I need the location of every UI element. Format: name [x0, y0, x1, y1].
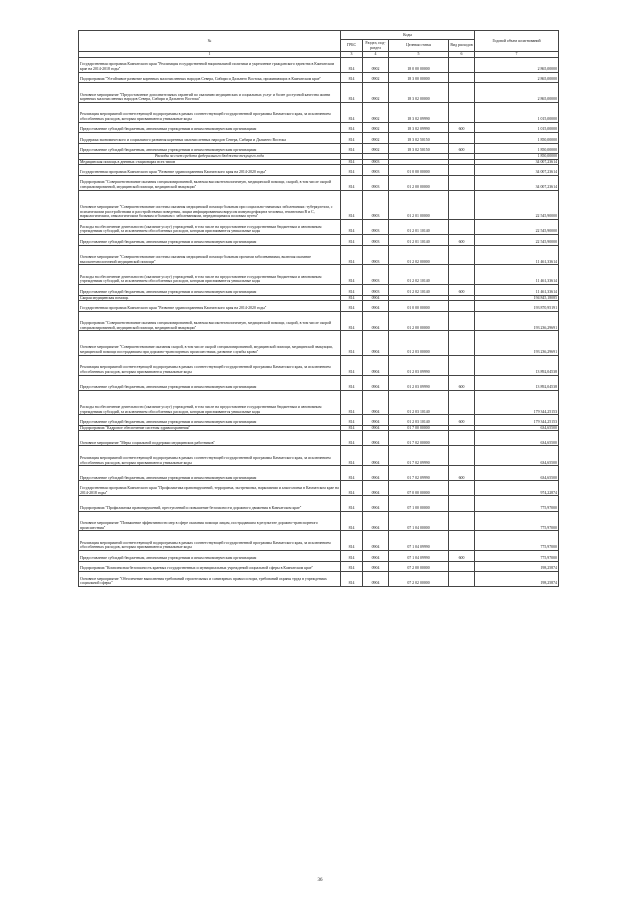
row-name-cell: Государственная программа Камчатского края "Развитие здравоохранения Камчатского края на 2014-2020 годы" — [79, 165, 341, 175]
row-sum-cell: 634,65500 — [475, 446, 559, 466]
row-expense-type-cell — [449, 446, 475, 466]
row-expense-type-cell — [449, 511, 475, 531]
row-razdel-cell: 0903 — [363, 265, 389, 285]
row-razdel-cell: 0902 — [363, 122, 389, 132]
row-name-cell: Реализация мероприятий соответствующей подпрограммы в рамках соответствующей государственной программы Камчатского края, за исключением обособленных расходов, которым присваиваются уникальные коды — [79, 102, 341, 122]
row-razdel-cell: 0904 — [363, 446, 389, 466]
row-grbs-cell: 814 — [341, 311, 363, 331]
header-num: № — [79, 31, 341, 52]
row-sum-cell: 34 007,23614 — [475, 165, 559, 175]
row-razdel-cell: 0904 — [363, 551, 389, 561]
table-row — [79, 561, 559, 571]
table-row — [79, 143, 559, 153]
row-sum-cell: 34 007,23614 — [475, 159, 559, 165]
table-row — [79, 165, 559, 175]
row-grbs-cell: 814 — [341, 57, 363, 72]
row-name-cell: Реализация мероприятий соответствующей подпрограммы в рамках соответствующей государственной программы Камчатского края, за исключением обособленных расходов, которым присваиваются уникальные коды — [79, 531, 341, 551]
row-expense-type-cell: 600 — [449, 285, 475, 295]
row-name-cell: Подпрограмма "Кадровое обеспечение системы здравоохранения" — [79, 425, 341, 431]
row-expense-type-cell: 600 — [449, 415, 475, 425]
table-row — [79, 122, 559, 132]
row-name-cell: Государственная программа Камчатского края "Профилактика правонарушений, терроризма, экстремизма, наркомании и алкоголизма в Камчатском крае на 2014-2018 годы" — [79, 481, 341, 496]
row-name-cell: Государственная программа Камчатского края "Развитие здравоохранения Камчатского края на 2014-2020 годы" — [79, 301, 341, 311]
row-razdel-cell: 0904 — [363, 311, 389, 331]
table-row — [79, 571, 559, 586]
row-target-cell: 18 3 02 09990 — [389, 122, 449, 132]
row-expense-type-cell — [449, 265, 475, 285]
row-razdel-cell: 0904 — [363, 431, 389, 446]
table-row — [79, 72, 559, 82]
row-target-cell: 01 2 03 09990 — [389, 355, 449, 375]
row-razdel-cell: 0904 — [363, 571, 389, 586]
row-razdel-cell: 0903 — [363, 245, 389, 265]
row-razdel-cell: 0904 — [363, 496, 389, 511]
row-target-cell: 01 2 02 10140 — [389, 265, 449, 285]
row-sum-cell: 634,65500 — [475, 431, 559, 446]
row-grbs-cell: 814 — [341, 301, 363, 311]
row-target-cell: 18 3 00 00000 — [389, 72, 449, 82]
row-name-cell: Расходы на обеспечение деятельности (оказание услуг) учреждений, в том числе на предоставление государственным бюджетным и автономным учреждениям субсидий, за исключением обособленных расходов, которым присваиваются уникальные коды — [79, 265, 341, 285]
header-celevaya: Целевая статья — [389, 40, 449, 52]
row-target-cell: 18 3 02 50150 — [389, 133, 449, 143]
row-grbs-cell: 814 — [341, 531, 363, 551]
row-grbs-cell: 814 — [341, 220, 363, 235]
row-target-cell: 18 3 02 09990 — [389, 102, 449, 122]
row-razdel-cell: 0902 — [363, 83, 389, 103]
row-name-cell: Основное мероприятие "Обеспечение выполнения требований строительных и санитарных правил и норм, требований охраны труда в учреждениях социальной сферы" — [79, 571, 341, 586]
table-row — [79, 57, 559, 72]
row-grbs-cell: 814 — [341, 265, 363, 285]
row-sum-cell: 11 461,33614 — [475, 245, 559, 265]
row-expense-type-cell — [449, 331, 475, 356]
row-sum-cell: 193 236,29691 — [475, 311, 559, 331]
row-grbs-cell: 814 — [341, 143, 363, 153]
row-target-cell: 01 7 02 00000 — [389, 431, 449, 446]
row-name-cell: Медицинская помощь в дневных стационарах всех типов — [79, 159, 341, 165]
row-expense-type-cell: 600 — [449, 551, 475, 561]
header-codes: Коды — [341, 31, 475, 40]
row-sum-cell: 13 892,04538 — [475, 355, 559, 375]
row-grbs-cell: 814 — [341, 571, 363, 586]
row-grbs-cell: 814 — [341, 133, 363, 143]
row-sum-cell: 2 865,00000 — [475, 72, 559, 82]
table-row — [79, 511, 559, 531]
index-cell: 7 — [475, 52, 559, 58]
table-row — [79, 531, 559, 551]
row-target-cell: 07 1 00 00000 — [389, 496, 449, 511]
row-razdel-cell: 0904 — [363, 561, 389, 571]
table-row — [79, 551, 559, 561]
row-grbs-cell: 814 — [341, 431, 363, 446]
row-name-cell: Предоставление субсидий бюджетным, автономным учреждениям и иным некоммерческим организациям — [79, 285, 341, 295]
row-expense-type-cell: 600 — [449, 122, 475, 132]
row-target-cell: 07 1 04 09990 — [389, 531, 449, 551]
row-name-cell: Основное мероприятие "Совершенствование системы оказания медицинской помощи больным при социально-значимых заболеваниях: туберкулезом, с психическими расстройствами и расстройствами поведения, лицам инфицированным вирусом иммунодефицита человека, гепатитами В и С, наркологическим, онкологическим больным и больным с заболеваниями, передающимися половым путем" — [79, 190, 341, 219]
row-name-cell: Расходы на обеспечение деятельности (оказание услуг) учреждений, в том числе на предоставление государственным бюджетным и автономным учреждениям субсидий, за исключением обособленных расходов, которым присваиваются уникальные коды — [79, 390, 341, 415]
row-sum-cell: 2 865,00000 — [475, 57, 559, 72]
row-name-cell: Основное мероприятие "Совершенствование оказания скорой, в том числе скорой специализированной, медицинской помощи, медицинской эвакуации, медицинской помощи пострадавшим при дорожно-транспортных происшествиях, развитие службы крови" — [79, 331, 341, 356]
table-row — [79, 496, 559, 511]
row-grbs-cell: 814 — [341, 175, 363, 190]
row-razdel-cell: 0902 — [363, 133, 389, 143]
row-name-cell: Основное мероприятие "Совершенствование системы оказания медицинской помощи больным прочими заболеваниями, включая оказание высокотехнологичной медицинской помощи" — [79, 245, 341, 265]
row-target-cell: 01 2 03 00000 — [389, 331, 449, 356]
row-sum-cell: 198,25874 — [475, 561, 559, 571]
row-grbs-cell: 814 — [341, 72, 363, 82]
row-name-cell: Скорая медицинская помощь — [79, 295, 341, 301]
row-target-cell: 01 0 00 00000 — [389, 301, 449, 311]
row-sum-cell: 1 850,00000 — [475, 133, 559, 143]
row-name-cell: Основное мероприятие "Меры социальной поддержки медицинских работников" — [79, 431, 341, 446]
row-expense-type-cell: 600 — [449, 143, 475, 153]
row-name-cell: Предоставление субсидий бюджетным, автономным учреждениям и иным некоммерческим организациям — [79, 415, 341, 425]
row-sum-cell: 1 015,00000 — [475, 122, 559, 132]
table-row — [79, 375, 559, 390]
table-row — [79, 301, 559, 311]
header-grbs: ГРБС — [341, 40, 363, 52]
row-razdel-cell: 0904 — [363, 466, 389, 481]
row-target-cell: 01 0 00 00000 — [389, 165, 449, 175]
row-sum-cell: 193 870,95191 — [475, 301, 559, 311]
row-razdel-cell: 0904 — [363, 531, 389, 551]
row-sum-cell: 13 892,04538 — [475, 375, 559, 390]
page-number: 36 — [317, 878, 323, 883]
table-row — [79, 245, 559, 265]
row-expense-type-cell: 600 — [449, 466, 475, 481]
row-expense-type-cell — [449, 390, 475, 415]
row-expense-type-cell — [449, 83, 475, 103]
budget-table — [78, 30, 559, 587]
row-razdel-cell: 0903 — [363, 285, 389, 295]
row-expense-type-cell — [449, 102, 475, 122]
row-name-cell: Поддержка экономического и социального развития коренных малочисленных народов Севера, Сибири и Дальнего Востока — [79, 133, 341, 143]
row-grbs-cell: 814 — [341, 496, 363, 511]
index-cell: 3 — [341, 52, 363, 58]
row-expense-type-cell — [449, 245, 475, 265]
row-sum-cell: 1 850,00000 — [475, 153, 559, 159]
row-sum-cell: 22 545,90000 — [475, 190, 559, 219]
table-row — [79, 133, 559, 143]
row-grbs-cell: 814 — [341, 561, 363, 571]
row-expense-type-cell — [449, 133, 475, 143]
row-name-cell: Подпрограмма "Совершенствование оказания специализированной, включая высокотехнологичную, медицинской помощи, скорой, в том числе скорой специализированной, медицинской помощи, медицинской эвакуации" — [79, 311, 341, 331]
row-sum-cell: 11 461,33614 — [475, 285, 559, 295]
row-sum-cell: 1 850,00000 — [475, 143, 559, 153]
header-vid: Вид расходов — [449, 40, 475, 52]
row-grbs-cell: 814 — [341, 83, 363, 103]
row-name-cell: Основное мероприятие "Предоставление дополнительных гарантий по оказанию медицинских и социальных услуг и более доступной качества жизни коренных малочисленных народов Севера, Сибири и Дальнего Востока" — [79, 83, 341, 103]
table-row — [79, 415, 559, 425]
row-target-cell: 18 3 02 50150 — [389, 143, 449, 153]
row-razdel-cell: 0904 — [363, 355, 389, 375]
row-grbs-cell: 814 — [341, 331, 363, 356]
row-target-cell: 07 1 04 09990 — [389, 551, 449, 561]
table-row — [79, 331, 559, 356]
index-cell: 5 — [389, 52, 449, 58]
row-name-cell: Расходы за счет средств федерального бюджета текущего года — [79, 153, 341, 159]
row-razdel-cell: 0904 — [363, 375, 389, 390]
row-sum-cell: 1 015,00000 — [475, 102, 559, 122]
row-expense-type-cell — [449, 531, 475, 551]
row-razdel-cell: 0902 — [363, 143, 389, 153]
row-expense-type-cell — [449, 190, 475, 219]
table-row — [79, 466, 559, 481]
table-row — [79, 220, 559, 235]
row-target-cell: 01 2 01 00000 — [389, 190, 449, 219]
table-row — [79, 83, 559, 103]
row-grbs-cell: 814 — [341, 235, 363, 245]
row-expense-type-cell — [449, 57, 475, 72]
row-razdel-cell: 0903 — [363, 235, 389, 245]
row-target-cell: 01 2 03 10140 — [389, 415, 449, 425]
table-row — [79, 235, 559, 245]
row-grbs-cell: 814 — [341, 481, 363, 496]
table-row — [79, 481, 559, 496]
table-body — [79, 57, 559, 586]
row-name-cell: Предоставление субсидий бюджетным, автономным учреждениям и иным некоммерческим организациям — [79, 466, 341, 481]
row-target-cell: 07 2 00 00000 — [389, 561, 449, 571]
row-razdel-cell: 0904 — [363, 301, 389, 311]
table-row — [79, 102, 559, 122]
row-target-cell: 18 0 00 00000 — [389, 57, 449, 72]
row-sum-cell: 194 845,18085 — [475, 295, 559, 301]
header-annual: Годовой объем ассигнований — [475, 31, 559, 52]
index-cell: 1 — [79, 52, 341, 58]
row-grbs-cell: 814 — [341, 355, 363, 375]
row-target-cell: 07 0 00 00000 — [389, 481, 449, 496]
row-razdel-cell: 0903 — [363, 220, 389, 235]
row-grbs-cell: 814 — [341, 446, 363, 466]
row-expense-type-cell — [449, 431, 475, 446]
table-row — [79, 265, 559, 285]
row-sum-cell: 179 344,25153 — [475, 390, 559, 415]
row-grbs-cell: 814 — [341, 390, 363, 415]
row-sum-cell: 22 545,90000 — [475, 235, 559, 245]
row-sum-cell: 775,97000 — [475, 511, 559, 531]
row-sum-cell: 775,97000 — [475, 531, 559, 551]
row-expense-type-cell — [449, 571, 475, 586]
row-name-cell: Государственная программа Камчатского края "Реализация государственной национальной политики и укрепление гражданского единства в Камчатском крае на 2014-2018 годы" — [79, 57, 341, 72]
row-target-cell: 18 3 02 00000 — [389, 83, 449, 103]
row-sum-cell: 34 007,23614 — [475, 175, 559, 190]
row-sum-cell: 179 344,25153 — [475, 415, 559, 425]
row-expense-type-cell — [449, 561, 475, 571]
row-name-cell: Основное мероприятие "Повышение эффективности мер в сфере оказания помощи лицам, пострадавшим в результате дорожно-транспортного происшествия" — [79, 511, 341, 531]
row-expense-type-cell — [449, 220, 475, 235]
row-name-cell: Реализация мероприятий соответствующей подпрограммы в рамках соответствующей государственной программы Камчатского края, за исключением обособленных расходов, которым присваиваются уникальные коды — [79, 446, 341, 466]
row-sum-cell: 198,25874 — [475, 571, 559, 586]
row-target-cell: 01 2 03 09990 — [389, 375, 449, 390]
row-expense-type-cell: 600 — [449, 235, 475, 245]
row-name-cell: Предоставление субсидий бюджетным, автономным учреждениям и иным некоммерческим организациям — [79, 235, 341, 245]
row-grbs-cell: 814 — [341, 415, 363, 425]
table-row — [79, 446, 559, 466]
row-target-cell: 01 2 03 10140 — [389, 390, 449, 415]
table-row — [79, 355, 559, 375]
row-expense-type-cell — [449, 355, 475, 375]
row-name-cell: Расходы на обеспечение деятельности (оказание услуг) учреждений, в том числе на предоставление государственным бюджетным и автономным учреждениям субсидий, за исключением обособленных расходов, которым присваиваются уникальные коды — [79, 220, 341, 235]
row-grbs-cell: 814 — [341, 122, 363, 132]
row-sum-cell: 634,65500 — [475, 425, 559, 431]
row-razdel-cell: 0903 — [363, 175, 389, 190]
row-sum-cell: 22 545,90000 — [475, 220, 559, 235]
row-target-cell: 01 2 02 00000 — [389, 245, 449, 265]
index-cell: 6 — [449, 52, 475, 58]
row-expense-type-cell — [449, 481, 475, 496]
row-sum-cell: 775,97000 — [475, 496, 559, 511]
row-expense-type-cell — [449, 165, 475, 175]
row-target-cell: 01 2 00 00000 — [389, 311, 449, 331]
row-target-cell: 07 2 02 00000 — [389, 571, 449, 586]
row-expense-type-cell — [449, 72, 475, 82]
row-grbs-cell: 814 — [341, 102, 363, 122]
row-grbs-cell: 814 — [341, 285, 363, 295]
row-razdel-cell: 0903 — [363, 165, 389, 175]
row-grbs-cell: 814 — [341, 165, 363, 175]
row-name-cell: Предоставление субсидий бюджетным, автономным учреждениям и иным некоммерческим организациям — [79, 375, 341, 390]
index-cell: 4 — [363, 52, 389, 58]
row-razdel-cell: 0903 — [363, 159, 389, 165]
row-name-cell: Реализация мероприятий соответствующей подпрограммы в рамках соответствующей государственной программы Камчатского края, за исключением обособленных расходов, которым присваиваются уникальные коды — [79, 355, 341, 375]
row-sum-cell: 974,22874 — [475, 481, 559, 496]
row-grbs-cell: 814 — [341, 295, 363, 301]
row-grbs-cell: 814 — [341, 466, 363, 481]
row-grbs-cell: 814 — [341, 245, 363, 265]
row-razdel-cell: 0903 — [363, 190, 389, 219]
table-row — [79, 285, 559, 295]
budget-sheet — [78, 30, 558, 587]
row-sum-cell: 11 461,33614 — [475, 265, 559, 285]
row-sum-cell: 775,97000 — [475, 551, 559, 561]
row-name-cell: Подпрограмма "Устойчивое развитие коренных малочисленных народов Севера, Сибири и Дальнего Востока, проживающих в Камчатском крае" — [79, 72, 341, 82]
row-target-cell: 07 1 04 00000 — [389, 511, 449, 531]
header-razdel: Раздел, под-раздел — [363, 40, 389, 52]
row-target-cell: 01 7 00 00000 — [389, 425, 449, 431]
row-grbs-cell: 814 — [341, 375, 363, 390]
row-razdel-cell: 0904 — [363, 295, 389, 301]
row-sum-cell: 634,65500 — [475, 466, 559, 481]
row-target-cell: 01 7 02 09990 — [389, 466, 449, 481]
row-razdel-cell: 0904 — [363, 425, 389, 431]
row-razdel-cell: 0904 — [363, 415, 389, 425]
row-expense-type-cell — [449, 311, 475, 331]
row-expense-type-cell: 600 — [449, 375, 475, 390]
row-sum-cell: 193 236,29691 — [475, 331, 559, 356]
row-target-cell: 01 7 02 09990 — [389, 446, 449, 466]
row-expense-type-cell — [449, 496, 475, 511]
row-name-cell: Предоставление субсидий бюджетным, автономным учреждениям и иным некоммерческим организациям — [79, 551, 341, 561]
row-target-cell: 01 2 02 10140 — [389, 285, 449, 295]
row-razdel-cell: 0904 — [363, 511, 389, 531]
table-row — [79, 190, 559, 219]
row-name-cell: Подпрограмма "Совершенствование оказания специализированной, включая высокотехнологичную, медицинской помощи, скорой, в том числе скорой специализированной, медицинской помощи, медицинской эвакуации" — [79, 175, 341, 190]
row-grbs-cell: 814 — [341, 159, 363, 165]
row-target-cell: 01 2 01 10140 — [389, 235, 449, 245]
row-grbs-cell: 814 — [341, 190, 363, 219]
row-expense-type-cell — [449, 301, 475, 311]
row-razdel-cell: 0904 — [363, 331, 389, 356]
row-razdel-cell: 0902 — [363, 57, 389, 72]
row-name-cell: Предоставление субсидий бюджетным, автономным учреждениям и иным некоммерческим организациям — [79, 143, 341, 153]
row-grbs-cell: 814 — [341, 511, 363, 531]
row-grbs-cell: 814 — [341, 551, 363, 561]
row-sum-cell: 2 865,00000 — [475, 83, 559, 103]
table-row — [79, 175, 559, 190]
row-grbs-cell: 814 — [341, 425, 363, 431]
row-expense-type-cell — [449, 175, 475, 190]
row-name-cell: Предоставление субсидий бюджетным, автономным учреждениям и иным некоммерческим организациям — [79, 122, 341, 132]
table-row — [79, 390, 559, 415]
row-razdel-cell: 0904 — [363, 481, 389, 496]
row-name-cell: Подпрограмма "Комплексная безопасность краевых государственных и муниципальных учреждений социальной сферы в Камчатском крае" — [79, 561, 341, 571]
row-razdel-cell: 0904 — [363, 390, 389, 415]
table-row — [79, 431, 559, 446]
row-target-cell: 01 2 01 10140 — [389, 220, 449, 235]
row-target-cell: 01 2 00 00000 — [389, 175, 449, 190]
table-row — [79, 311, 559, 331]
row-name-cell: Подпрограмма "Профилактика правонарушений, преступлений и повышение безопасности дорожного движения в Камчатском крае" — [79, 496, 341, 511]
row-razdel-cell: 0902 — [363, 72, 389, 82]
row-razdel-cell: 0902 — [363, 102, 389, 122]
